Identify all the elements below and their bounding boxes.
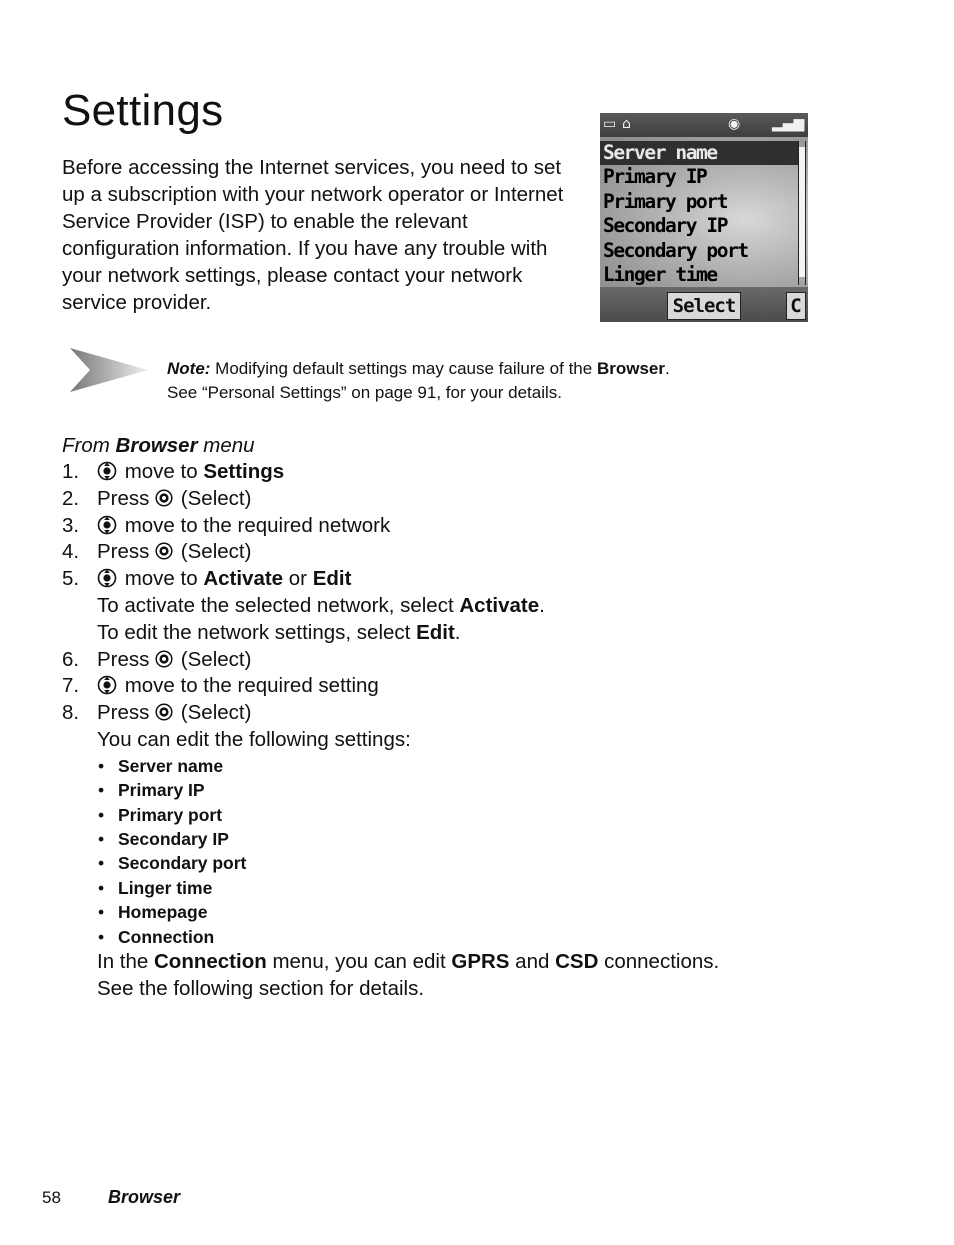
- vibrate-icon: ◉: [728, 116, 741, 132]
- note-line-2: See “Personal Settings” on page 91, for your details.: [167, 383, 563, 402]
- message-icon: ▭: [603, 116, 617, 132]
- scrollbar-thumb[interactable]: [799, 147, 805, 277]
- phone-menu-item[interactable]: Primary port: [603, 189, 728, 213]
- phone-menu-item[interactable]: Server name: [600, 141, 799, 165]
- step-6: 6. Press (Select): [62, 647, 252, 671]
- settings-list-item: • Secondary IP: [97, 827, 822, 851]
- settings-list-item: • Server name: [97, 754, 822, 778]
- settings-list-item: • Linger time: [97, 876, 822, 900]
- step-1: 1. move to Settings: [62, 460, 285, 483]
- navigation-key-icon: [97, 675, 117, 695]
- select-key-icon: [155, 489, 173, 507]
- steps-list: [62, 459, 822, 1002]
- step-3: 3. move to the required network: [62, 513, 391, 537]
- settings-list-item: • Primary port: [97, 803, 822, 827]
- connection-note-line-2: See the following section for details.: [97, 976, 425, 1000]
- select-key-icon: [155, 650, 173, 668]
- settings-list-item: • Primary IP: [97, 778, 822, 802]
- select-softkey[interactable]: Select: [667, 292, 741, 320]
- phone-menu-item[interactable]: Secondary port: [603, 238, 748, 262]
- page-title: Settings: [62, 86, 224, 135]
- settings-list-item: • Secondary port: [97, 851, 822, 875]
- phone-menu-item[interactable]: Primary IP: [603, 165, 707, 189]
- scrollbar[interactable]: [798, 141, 806, 285]
- phone-softkeys: [600, 287, 808, 322]
- signal-icon: ▂▄▆: [772, 116, 805, 132]
- settings-list-item: • Homepage: [97, 900, 822, 924]
- navigation-key-icon: [97, 461, 117, 481]
- footer-section-title: Browser: [108, 1187, 181, 1207]
- select-key-icon: [155, 703, 173, 721]
- phone-status-bar: [600, 113, 808, 137]
- connection-note: In the Connection menu, you can edit GPRS and CSD connections.: [97, 949, 720, 973]
- note-arrow-icon: [68, 346, 150, 394]
- step-8: 8. Press (Select): [62, 701, 252, 725]
- settings-bullet-list: [62, 754, 822, 949]
- step-5-activate-hint: To activate the selected network, select Activate.: [97, 593, 545, 617]
- phone-screenshot: [600, 113, 808, 322]
- step-5: 5. move to Activate or Edit: [62, 567, 352, 591]
- note-label: Note:: [167, 359, 211, 378]
- select-key-icon: [155, 542, 173, 560]
- phone-menu-item[interactable]: Secondary IP: [603, 214, 728, 238]
- clear-softkey[interactable]: C: [786, 292, 806, 320]
- phone-menu-item[interactable]: Linger time: [603, 262, 717, 286]
- from-menu-line: From Browser menu: [62, 434, 255, 457]
- navigation-key-icon: [97, 568, 117, 588]
- navigation-key-icon: [97, 515, 117, 535]
- step-7: 7. move to the required setting: [62, 674, 379, 698]
- home-icon: ⌂: [622, 116, 631, 132]
- step-4: 4. Press (Select): [62, 540, 252, 564]
- phone-screen: [600, 137, 808, 287]
- settings-list-item: • Connection: [97, 925, 822, 949]
- phone-menu: [600, 141, 800, 287]
- step-5-edit-hint: To edit the network settings, select Edit.: [97, 620, 461, 644]
- step-8-hint: You can edit the following settings:: [97, 727, 411, 751]
- step-2: 2. Press (Select): [62, 486, 252, 510]
- page-number: 58: [42, 1188, 61, 1207]
- intro-paragraph: Before accessing the Internet services, you need to set up a subscription with your network operator or Internet Service Provider (ISP) to enable the relevant configuration information. If you have any trouble with your network settings, please contact your network service provider.: [62, 156, 564, 314]
- note-text: Note: Modifying default settings may cause failure of the Browser. See “Personal Settings” on page 91, for your details.: [167, 359, 670, 402]
